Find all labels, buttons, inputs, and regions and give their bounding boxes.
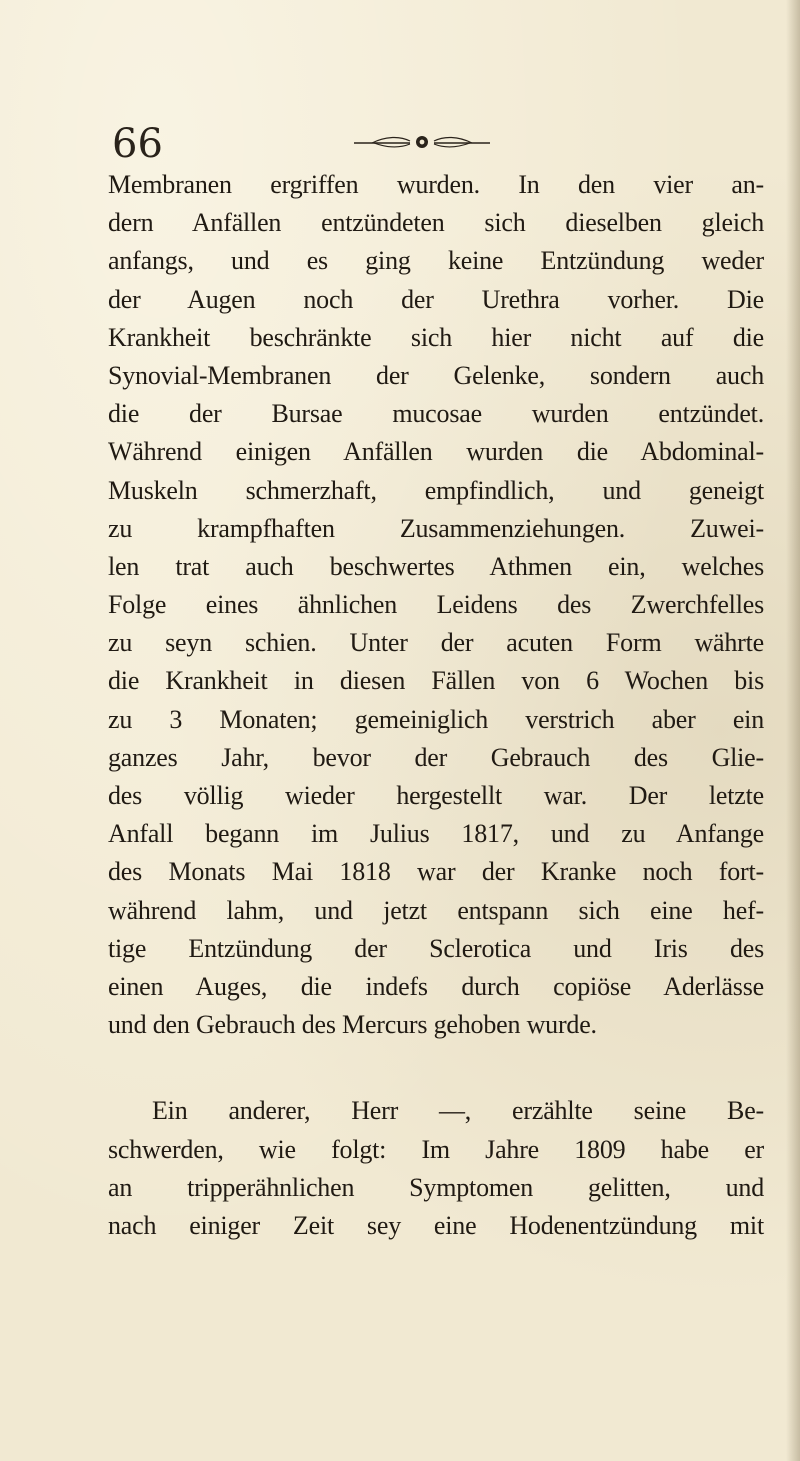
text-line: zu seyn schien. Unter der acuten Form währte xyxy=(108,628,764,658)
text-line: Ein anderer, Herr —, erzählte seine Be- xyxy=(152,1096,764,1126)
text-line: Muskeln schmerzhaft, empfindlich, und geneigt xyxy=(108,475,764,505)
text-line: während lahm, und jetzt entspann sich eine hef- xyxy=(108,895,764,925)
text-line: Krankheit beschränkte sich hier nicht auf die xyxy=(108,322,764,352)
paragraph-1 xyxy=(108,166,764,1044)
header-ornament-icon xyxy=(352,132,492,152)
text-line: und den Gebrauch des Mercurs gehoben wurde. xyxy=(108,1010,597,1040)
text-line: zu 3 Monaten; gemeiniglich verstrich aber ein xyxy=(108,704,764,734)
paragraph-2 xyxy=(108,1092,764,1245)
text-line: schwerden, wie folgt: Im Jahre 1809 habe er xyxy=(108,1134,764,1164)
paragraph-gap xyxy=(108,1044,764,1092)
text-line: der Augen noch der Urethra vorher. Die xyxy=(108,284,764,314)
text-line: len trat auch beschwertes Athmen ein, welches xyxy=(108,551,764,581)
text-line: einen Auges, die indefs durch copiöse Aderlässe xyxy=(108,971,764,1001)
text-line: Membranen ergriffen wurden. In den vier an- xyxy=(108,170,764,199)
text-line: anfangs, und es ging keine Entzündung weder xyxy=(108,246,764,276)
text-line: Anfall begann im Julius 1817, und zu Anfange xyxy=(108,819,764,849)
text-line: Folge eines ähnlichen Leidens des Zwerchfelles xyxy=(108,590,764,620)
text-line: nach einiger Zeit sey eine Hodenentzündung mit xyxy=(108,1210,764,1240)
text-line: Synovial-Membranen der Gelenke, sondern auch xyxy=(108,360,764,390)
text-line: dern Anfällen entzündeten sich dieselben gleich xyxy=(108,208,764,238)
text-line: tige Entzündung der Sclerotica und Iris des xyxy=(108,933,764,963)
body-text xyxy=(108,166,764,1245)
text-line: des völlig wieder hergestellt war. Der letzte xyxy=(108,781,764,810)
text-line: des Monats Mai 1818 war der Kranke noch fort- xyxy=(108,857,764,887)
page-edge-shadow xyxy=(786,0,800,1461)
text-line: die Krankheit in diesen Fällen von 6 Wochen bis xyxy=(108,666,764,696)
text-line: zu krampfhaften Zusammenziehungen. Zuwei- xyxy=(108,513,764,543)
text-line: die der Bursae mucosae wurden entzündet. xyxy=(108,399,764,429)
text-line: ganzes Jahr, bevor der Gebrauch des Glie- xyxy=(108,742,764,772)
text-line: an tripperähnlichen Symptomen gelitten, und xyxy=(108,1172,764,1202)
text-line: Während einigen Anfällen wurden die Abdominal- xyxy=(108,437,764,467)
page-number: 66 xyxy=(112,121,163,167)
